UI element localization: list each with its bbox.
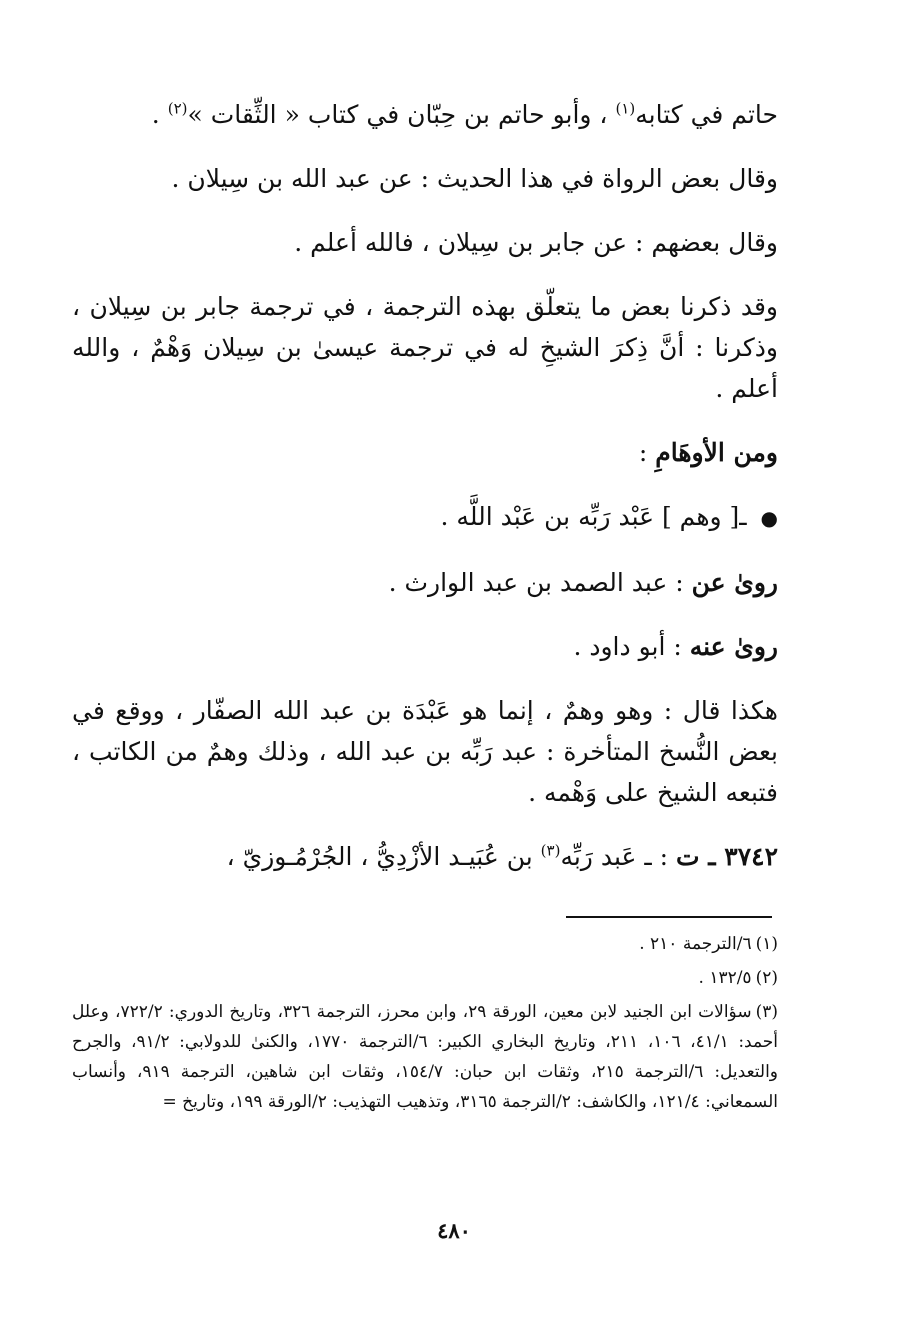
footnote-number: (١): [755, 934, 778, 954]
footnote-marker: (١): [615, 99, 636, 118]
text-segment: وقد ذكرنا بعض ما يتعلّق بهذه الترجمة ، في ترجمة جابر بن سِيلان ، وذكرنا : أنَّ ذِكرَ الشيخِ له في ترجمة عيسىٰ بن سِيلان وَهْمٌ ، والله أعلم .: [72, 292, 778, 403]
text-segment: وقال بعضهم : عن جابر بن سِيلان ، فالله أعلم .: [294, 228, 778, 257]
text-segment: ، وأبو حاتم بن حِبّان في كتاب « الثِّقات »: [187, 100, 616, 129]
footnote-number: (٢): [755, 968, 778, 988]
paragraph: [72, 690, 778, 813]
footnote-text: ١٣٢/٥ .: [698, 968, 752, 988]
bold-label: ومن الأوهَامِ: [655, 438, 778, 467]
footnote: [72, 929, 778, 959]
footnote-separator: [566, 916, 772, 918]
text-segment: هكذا قال : وهو وهمٌ ، إنما هو عَبْدَة بن عبد الله الصفّار ، ووقع في بعض النُّسخ المتأخرة : عبد رَبِّه بن عبد الله ، وذلك وهمٌ من الكاتب ، فتبعه الشيخ على وَهْمه .: [72, 696, 778, 807]
paragraph: [72, 562, 778, 603]
paragraph: [72, 158, 778, 199]
text-segment: بن عُبَيـد الأزْدِيُّ ، الجُرْمُـوزيّ ،: [226, 842, 541, 871]
paragraph: [72, 626, 778, 667]
bold-label: روىٰ عن: [691, 568, 778, 597]
text-segment: : أبو داود .: [573, 632, 690, 661]
footnote-text: سؤالات ابن الجنيد لابن معين، الورقة ٢٩، وابن محرز، الترجمة ٣٢٦، وتاريخ الدوري: ٧٢٢/٢، وعلل أحمد: ٤١/١، ١٠٦، ٢١١، وتاريخ البخاري الكبير: ٦/الترجمة ١٧٧٠، والكنىٰ للدولابي: ٩١/٢، والجرح والتعديل: ٦/الترجمة ٢١٥، وثقات ابن حبان: ١٥٤/٧، وثقات ابن شاهين، الترجمة ٩١٩، وأنساب السمعاني: ١٢١/٤، والكاشف: ٢/الترجمة ٣١٦٥، وتذهيب التهذيب: ٢/الورقة ١٩٩، وتاريخ =: [72, 1002, 779, 1112]
footnote-number: (٣): [755, 1002, 778, 1022]
text-segment: حاتم في كتابه: [635, 100, 778, 129]
text-segment: .: [151, 100, 168, 129]
paragraph: [72, 222, 778, 263]
footnote-marker: (٣): [540, 841, 561, 860]
footnote-text: ٦/الترجمة ٢١٠ .: [639, 934, 752, 954]
text-segment: : عبد الصمد بن عبد الوارث .: [388, 568, 692, 597]
page-number: ٤٨٠: [437, 1218, 471, 1243]
footnote: [72, 997, 778, 1117]
bold-label: روىٰ عنه: [689, 632, 778, 661]
bold-label: ٣٧٤٢ ـ ت: [676, 842, 778, 871]
text-segment: وقال بعض الرواة في هذا الحديث : عن عبد الله بن سِيلان .: [171, 164, 778, 193]
footnotes: [72, 929, 778, 1121]
text-segment: :: [638, 438, 656, 467]
paragraph: [72, 836, 778, 877]
text-segment: ـ[ وهم ] عَبْد رَبِّه بن عَبْد اللَّه .: [440, 502, 755, 531]
bullet-icon: ●: [760, 506, 778, 530]
text-segment: : ـ عَبد رَبِّه: [560, 842, 676, 871]
paragraph: [72, 496, 778, 539]
paragraph: [72, 286, 778, 409]
footnote-marker: (٢): [167, 99, 188, 118]
paragraph: [72, 94, 778, 135]
paragraph: [72, 432, 778, 473]
main-text: [72, 94, 778, 900]
footnote: [72, 963, 778, 993]
